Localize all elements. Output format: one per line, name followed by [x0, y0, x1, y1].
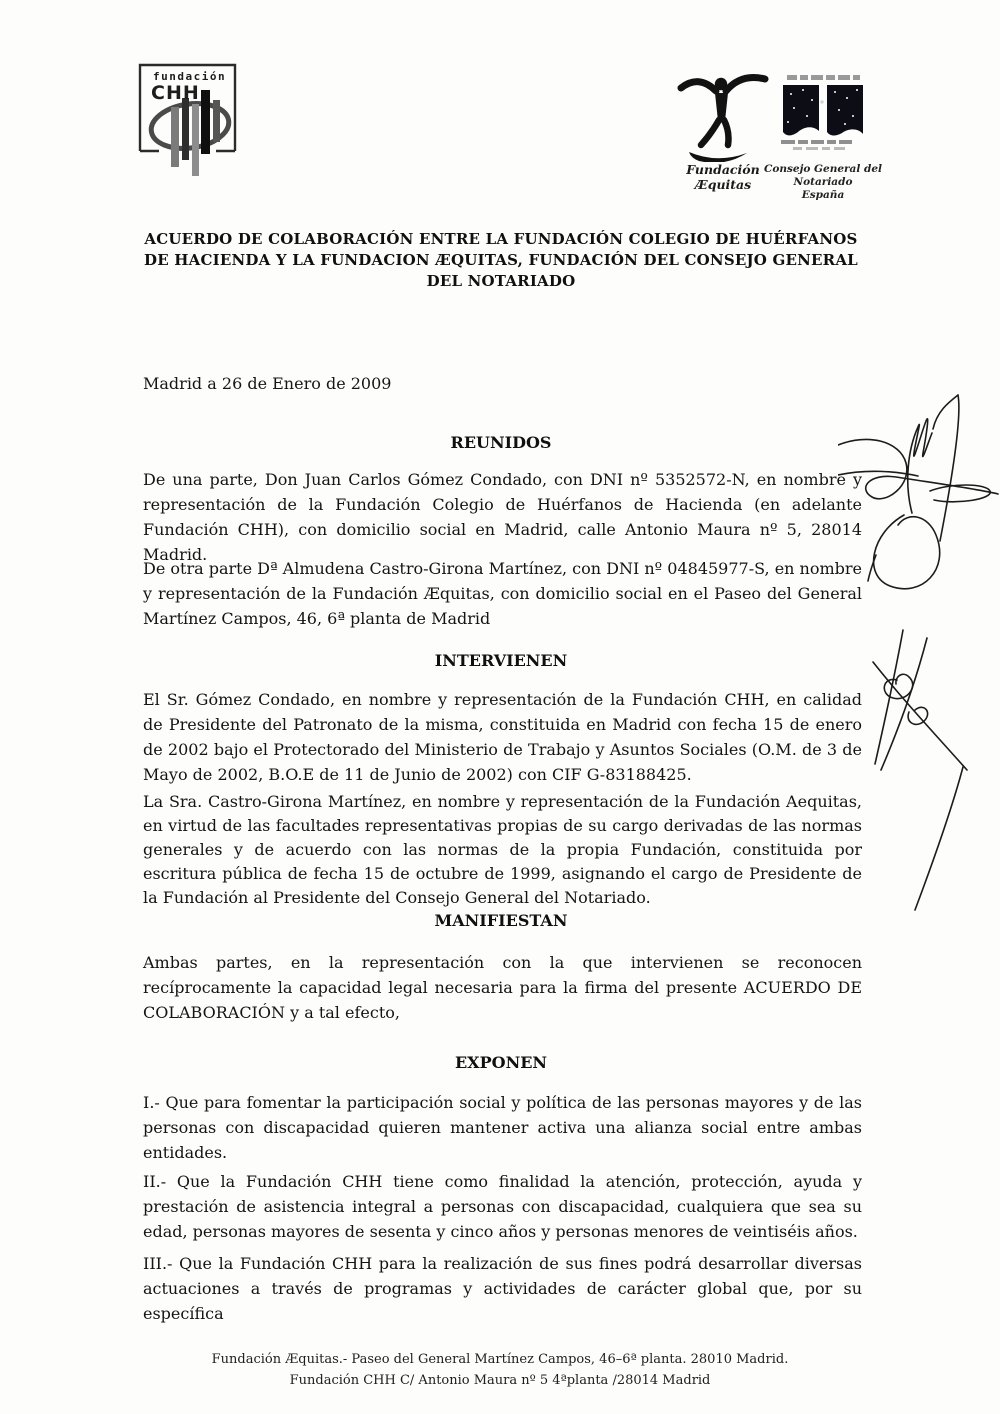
notariado-caption — [748, 163, 898, 202]
notariado-caption-line2: España — [801, 189, 845, 201]
date-line: Madrid a 26 de Enero de 2009 — [143, 374, 392, 393]
section-heading-reunidos: REUNIDOS — [450, 433, 552, 452]
paragraph-exponen-1: I.- Que para fomentar la participación social y política de las personas mayores y de las personas con discapacidad quieren mantener activa una alianza social entre ambas entidades. — [143, 1093, 862, 1162]
paragraph-exponen-3: III.- Que la Fundación CHH para la realización de sus fines podrá desarrollar diversas actuaciones a través de programas y actividades de carácter global que, por su específica — [143, 1254, 862, 1323]
footer-addresses — [0, 1349, 1000, 1391]
chh-logo-word: fundación — [153, 70, 227, 83]
notariado-microtext-bottom — [781, 140, 852, 150]
notariado-caption-line1: Consejo General del Notariado — [764, 163, 882, 188]
paragraph-parte-1: De una parte, Don Juan Carlos Gómez Condado, con DNI nº 5352572-N, en nombre y representación de la Fundación Colegio de Huérfanos de Hacienda (en adelante Fundación CHH), con domicilio social en Madrid, calle Antonio Maura nº 5, 28014 Madrid. — [143, 470, 862, 564]
title-line: DEL NOTARIADO — [426, 272, 576, 290]
handwritten-signature-2 — [863, 622, 998, 917]
notariado-emblem-icon — [779, 74, 867, 158]
footer-line-aequitas: Fundación Æquitas.- Paseo del General Martínez Campos, 46–6ª planta. 28010 Madrid. — [211, 1352, 789, 1367]
aequitas-caption-line2: Æquitas — [694, 177, 752, 192]
paragraph-parte-2: De otra parte Dª Almudena Castro-Girona Martínez, con DNI nº 04845977-S, en nombre y representación de la Fundación Æquitas, con domicilio social en el Paseo del General Martínez Campos, 46, 6ª planta de Madrid — [143, 559, 863, 628]
document-title — [139, 229, 863, 292]
paragraph-exponen-2: II.- Que la Fundación CHH tiene como finalidad la atención, protección, ayuda y prestación de asistencia integral a personas con discapacidad, cualquiera que sea su edad, personas mayores de sesenta y cinco años y personas menores de veintiséis años. — [143, 1172, 862, 1241]
paragraph-castro-girona: La Sra. Castro-Girona Martínez, en nombre y representación de la Fundación Aequitas, en virtud de las facultades representativas propias de su cargo derivadas de las normas generales y de acuerdo con las normas de la propia Fundación, constituida por escritura pública de fecha 15 de octubre de 1999, asignando el cargo de Presidente de la Fundación al Presidente del Consejo General del Notariado. — [143, 792, 862, 907]
paragraph-gomez-condado: El Sr. Gómez Condado, en nombre y representación de la Fundación CHH, en calidad de Presidente del Patronato de la misma, constituida en Madrid con fecha 15 de enero de 2002 bajo el Protectorado del Ministerio de Trabajo y Asuntos Sociales (O.M. de 3 de Mayo de 2002, B.O.E de 11 de Junio de 2002) con CIF G-83188425. — [143, 690, 862, 784]
section-heading-manifiestan: MANIFIESTAN — [434, 911, 568, 930]
title-line: DE HACIENDA Y LA FUNDACION ÆQUITAS, FUNDACIÓN DEL CONSEJO GENERAL — [144, 251, 858, 269]
section-heading-intervienen: INTERVIENEN — [434, 651, 568, 670]
notariado-logo — [748, 74, 898, 200]
section-heading-exponen: EXPONEN — [454, 1053, 548, 1072]
notariado-microtext-top — [787, 75, 860, 80]
handwritten-signature-1 — [838, 383, 1000, 618]
chh-logo — [138, 62, 250, 190]
chh-logo-acronym: CHH — [151, 82, 200, 104]
title-line: ACUERDO DE COLABORACIÓN ENTRE LA FUNDACIÓN COLEGIO DE HUÉRFANOS — [144, 230, 858, 248]
paragraph-ambas-partes: Ambas partes, en la representación con la que intervienen se reconocen recíprocamente la capacidad legal necesaria para la firma del presente ACUERDO DE COLABORACIÓN y a tal efecto, — [143, 953, 862, 1022]
aequitas-caption-line1: Fundación — [686, 162, 760, 177]
footer-line-chh: Fundación CHH C/ Antonio Maura nº 5 4ªplanta /28014 Madrid — [289, 1373, 711, 1388]
